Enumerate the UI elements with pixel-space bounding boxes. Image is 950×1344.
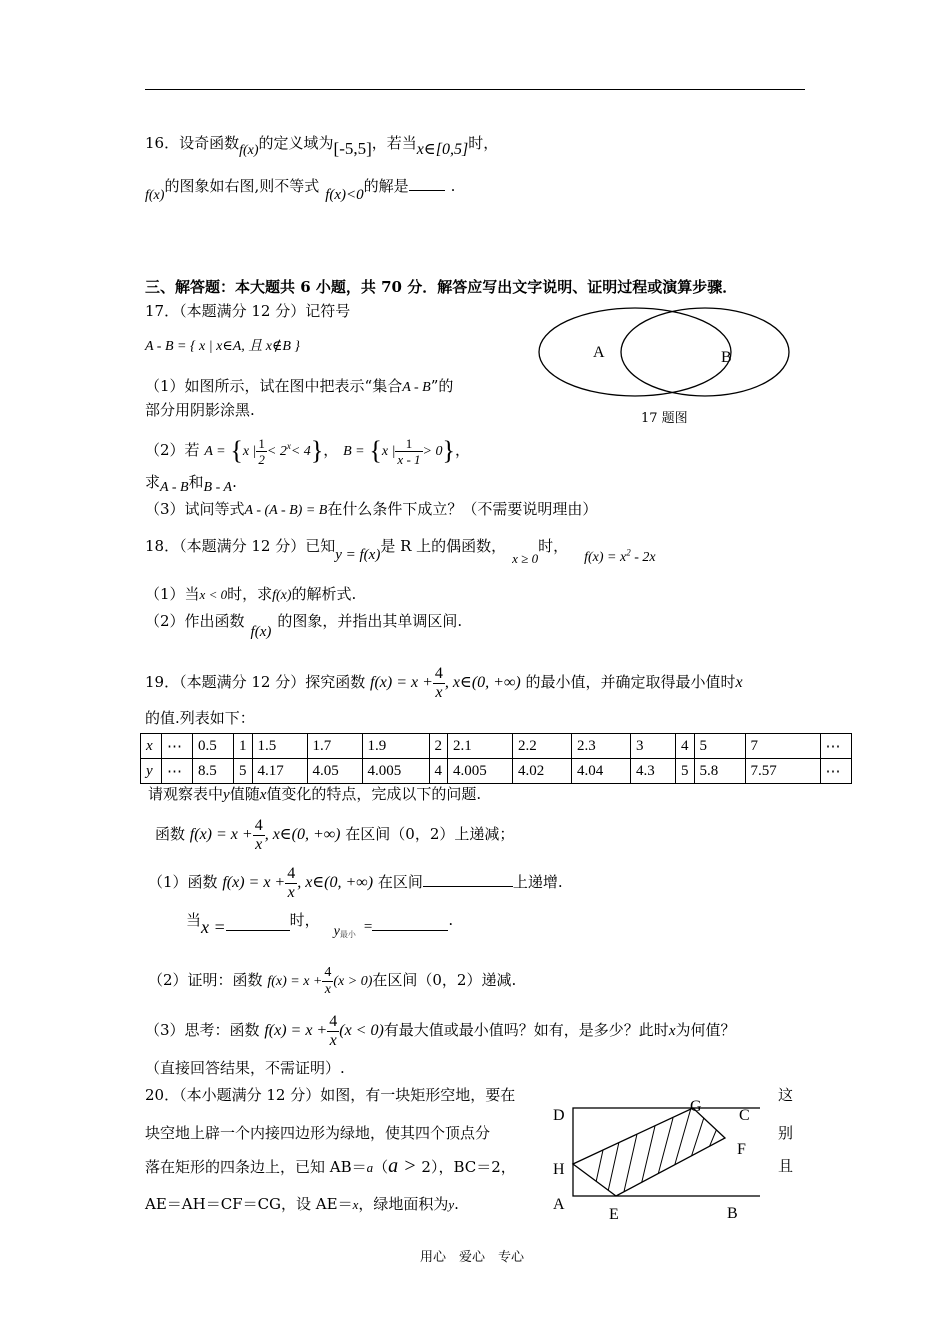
- fraction-numerator: 4: [254, 816, 263, 834]
- q17-exponent: x: [286, 441, 291, 451]
- q19-text: 值随: [229, 785, 260, 803]
- q16-line2: [145, 176, 455, 206]
- q20-var-a: a: [366, 1160, 374, 1175]
- table-y-cell: y: [141, 759, 162, 784]
- q19-ymin-sub: 最小: [339, 930, 356, 939]
- q17-set-diff: A - B: [160, 480, 189, 495]
- q18-text: （1）当: [145, 585, 200, 603]
- q17-text: （3）试问等式: [145, 500, 245, 518]
- table-y-cell: 4.17: [252, 759, 307, 784]
- table-y-cell: 7.57: [745, 759, 820, 784]
- q19-text: 当: [186, 911, 202, 929]
- vertex-h: H: [553, 1161, 565, 1178]
- q17-part1-cont: 部分用阴影涂黑.: [145, 401, 255, 419]
- q20-text: .: [454, 1195, 459, 1213]
- q19-domain: , x∈(0, +∞): [264, 826, 341, 843]
- venn-set-a: [539, 308, 731, 396]
- q17-set-A: A =: [204, 444, 226, 459]
- q16-domain: [-5,5]: [333, 139, 372, 158]
- q19-text: 的最小值，并确定取得最小值时: [525, 673, 736, 691]
- q19-part3: [145, 1008, 736, 1052]
- q19-fx-left: f(x) = x +: [264, 1022, 328, 1039]
- q19-fx-left: f(x) = x +: [222, 874, 286, 891]
- q19-part2: [148, 958, 516, 1002]
- table-x-cell: 2: [429, 734, 448, 759]
- q17-set-B-var: x |: [381, 444, 396, 459]
- q20-var-y: y: [448, 1197, 455, 1212]
- q17-b-fraction: [395, 436, 422, 467]
- header-rule: [145, 89, 805, 90]
- q18-text: 是 R 上的偶函数，: [380, 537, 507, 555]
- q20-text: 落在矩形的四条边上，已知 AB＝: [145, 1158, 367, 1176]
- brace-left: {: [230, 436, 243, 465]
- fraction-numerator: 1: [395, 436, 422, 452]
- q19-text: 在区间: [377, 873, 423, 891]
- hatching: [593, 1108, 723, 1196]
- fraction-denominator: x: [287, 883, 295, 901]
- table-x-cell: 1.9: [362, 734, 429, 759]
- q18-text: （2）作出函数: [145, 612, 245, 630]
- q19-x-blank: [226, 916, 290, 931]
- rectangle-figure: [545, 1094, 760, 1226]
- q19-var-y: y: [223, 787, 230, 803]
- table-y-cell: ⋯: [820, 759, 851, 784]
- q17-equation: A - (A - B) = B: [244, 503, 328, 518]
- q20-line3-end: 且: [778, 1157, 794, 1175]
- q19-condition: (x > 0): [333, 974, 373, 989]
- q18-part2: [145, 611, 462, 642]
- table-row-y: [141, 759, 852, 784]
- q19-part3-cont: （直接回答结果，不需证明）.: [145, 1059, 345, 1077]
- table-y-cell: ⋯: [162, 759, 193, 784]
- q19-fraction: [285, 865, 297, 902]
- q19-fraction: [327, 1013, 339, 1050]
- q18-fx: f(x): [272, 588, 292, 603]
- q20-line2-end: 别: [778, 1124, 794, 1142]
- q16-text: .: [450, 177, 456, 195]
- q18-formula: [584, 547, 656, 565]
- q19-eq: =: [363, 919, 373, 935]
- q18-text: 时，求: [227, 585, 273, 603]
- vertex-e: E: [609, 1206, 619, 1223]
- q17-text: ”的: [430, 377, 454, 395]
- table-y-cell: 4.005: [362, 759, 429, 784]
- q17-header: 17．（本题满分 12 分）记符号: [145, 302, 351, 320]
- q19-var-x: x: [735, 674, 743, 691]
- q16-cond: x∈[0,5]: [416, 141, 469, 158]
- q17-text: ，: [454, 441, 470, 459]
- venn-label-b: B: [721, 349, 732, 366]
- fraction-denominator: x: [329, 1031, 337, 1049]
- q19-x-eq: x =: [201, 917, 226, 937]
- page-footer: 用心 爱心 专心: [420, 1250, 525, 1265]
- brace-right: }: [442, 436, 455, 465]
- q19-var-x: x: [668, 1023, 676, 1039]
- q20-text: （: [373, 1158, 389, 1176]
- q17-text: 和: [188, 473, 204, 491]
- table-x-cell: 1: [234, 734, 253, 759]
- fraction-numerator: 4: [329, 1012, 338, 1030]
- table-x-cell: ⋯: [820, 734, 851, 759]
- q17-part2-ask: [145, 472, 237, 498]
- table-y-cell: 4.04: [572, 759, 631, 784]
- fraction-denominator: x - 1: [397, 451, 421, 467]
- q17-text: 求: [145, 473, 161, 491]
- q16-text: ，若当: [371, 134, 417, 152]
- q19-fraction: [322, 965, 333, 998]
- table-x-cell: 1.7: [307, 734, 362, 759]
- table-row-x: [141, 734, 852, 759]
- q20-cond: a >: [388, 1155, 417, 1177]
- q19-domain: , x∈(0, +∞): [297, 874, 374, 891]
- q19-decreasing: [155, 812, 514, 856]
- q17-definition: A - B = { x | x∈A, 且 x∉B }: [145, 339, 300, 354]
- q18-fx: f(x): [250, 624, 272, 640]
- q19-text: 有最大值或最小值吗？如有，是多少？此时: [383, 1021, 669, 1039]
- table-y-cell: 5: [676, 759, 695, 784]
- brace-left: {: [369, 436, 382, 465]
- q16-answer-blank: [409, 176, 445, 191]
- q17-set-A-var: x |: [242, 444, 257, 459]
- q19-text: （3）思考：函数: [145, 1021, 260, 1039]
- table-x-cell: 2.2: [513, 734, 572, 759]
- q17-text: .: [232, 473, 237, 491]
- table-y-cell: 4.3: [631, 759, 676, 784]
- q18-formula-lhs: f(x) = x: [584, 550, 627, 565]
- q19-text: （2）证明：函数: [148, 971, 263, 989]
- q18-formula-tail: - 2x: [630, 550, 656, 565]
- fraction-numerator: 4: [287, 864, 296, 882]
- q19-observe: [148, 784, 481, 805]
- q20-line1: 20．（本小题满分 12 分）如图，有一块矩形空地，要在: [145, 1086, 516, 1104]
- q18-exponent: 2: [626, 547, 631, 558]
- section-heading: 三、解答题：本大题共 6 小题，共 70 分．解答应写出文字说明、证明过程或演算步骤．: [145, 278, 738, 296]
- q19-fx-left: f(x) = x +: [267, 974, 323, 989]
- q19-fraction: [433, 665, 445, 702]
- q16-inequality: f(x)<0: [325, 187, 364, 203]
- q17-set-A-ineq: < 2: [266, 444, 287, 459]
- table-x-cell: 0.5: [193, 734, 234, 759]
- fraction-numerator: 4: [324, 964, 332, 980]
- value-table: [140, 733, 852, 784]
- q17-part1: [145, 376, 453, 398]
- rectangle-abcd: [573, 1108, 760, 1196]
- table-x-cell: ⋯: [162, 734, 193, 759]
- venn-label-a: A: [593, 344, 605, 361]
- q17-text: ，: [323, 441, 339, 459]
- q19-ymin: y: [333, 924, 340, 939]
- table-x-cell: 2.3: [572, 734, 631, 759]
- q19-fx-left: f(x) = x +: [370, 674, 433, 691]
- q18-text: 18．（本题满分 12 分）已知: [145, 537, 336, 555]
- venn-caption: 17 题图: [641, 411, 688, 426]
- q17-set-diff: A - B: [402, 380, 431, 395]
- vertex-d: D: [553, 1107, 565, 1124]
- table-x-cell: 3: [631, 734, 676, 759]
- vertex-b: B: [727, 1205, 738, 1222]
- fraction-numerator: 1: [258, 435, 265, 451]
- table-y-cell: 4.005: [448, 759, 513, 784]
- table-x-cell: 5: [694, 734, 745, 759]
- q18-cond: x ≥ 0: [512, 551, 539, 566]
- q19-text: 值变化的特点，完成以下的问题.: [266, 785, 482, 803]
- vertex-a: A: [553, 1196, 565, 1213]
- q19-domain: , x∈(0, +∞): [444, 674, 521, 691]
- q18-cond: x < 0: [199, 587, 228, 602]
- q17-set-B-ineq: > 0: [422, 444, 443, 459]
- q19-text: 函数: [155, 825, 186, 843]
- q16-text: 时，: [468, 134, 499, 152]
- vertex-c: C: [739, 1107, 750, 1124]
- q17-text: （1）如图所示，试在图中把表示“集合: [145, 377, 403, 395]
- q18-text: 的图象，并指出其单调区间.: [277, 612, 463, 630]
- q17-set-B: B =: [343, 444, 365, 459]
- q19-text: 为何值？: [675, 1021, 736, 1039]
- q16-text: 的解是: [363, 177, 409, 195]
- table-y-cell: 4.05: [307, 759, 362, 784]
- table-y-cell: 8.5: [193, 759, 234, 784]
- q16-fx: f(x): [239, 143, 259, 158]
- q17-text: （2）若: [145, 441, 200, 459]
- vertex-f: F: [737, 1141, 746, 1158]
- fraction-denominator: x: [255, 835, 263, 853]
- q17-part2: [145, 428, 470, 468]
- q19-text: 19．（本题满分 12 分）探究函数: [145, 673, 366, 691]
- q17-set-diff: B - A: [203, 480, 233, 495]
- q16-line1: [145, 133, 498, 161]
- q19-header: [145, 660, 743, 704]
- q19-part1-when: [186, 910, 453, 940]
- q19-text: 在区间（0，2）递减.: [372, 971, 517, 989]
- q19-var-x: x: [259, 787, 267, 803]
- venn-diagram: [535, 300, 797, 432]
- q20-line3: [145, 1156, 516, 1178]
- table-y-cell: 4.02: [513, 759, 572, 784]
- q20-text: 2），BC＝2，: [416, 1158, 516, 1176]
- fraction-denominator: x: [435, 683, 443, 701]
- table-y-cell: 5.8: [694, 759, 745, 784]
- q19-text: 时，: [289, 911, 320, 929]
- fraction-numerator: 4: [434, 664, 443, 682]
- fraction-denominator: 2: [258, 451, 265, 467]
- q16-text: 16．设奇函数: [145, 134, 240, 152]
- q19-fraction: [253, 817, 265, 854]
- vertex-g: G: [690, 1098, 702, 1115]
- q19-fx-left: f(x) = x +: [189, 826, 253, 843]
- q18-part1: [145, 584, 356, 606]
- q19-interval-blank: [423, 872, 513, 887]
- q17-set-A-bound: < 4: [290, 444, 311, 459]
- table-y-cell: 4: [429, 759, 448, 784]
- q18-func: y = f(x): [335, 547, 381, 563]
- table-y-cell: 5: [234, 759, 253, 784]
- q18-text: 时，: [538, 537, 569, 555]
- q17-half-fraction: [256, 436, 267, 467]
- q19-condition: (x < 0): [339, 1022, 384, 1039]
- q16-fx: f(x): [145, 188, 165, 203]
- table-x-cell: 4: [676, 734, 695, 759]
- q16-text: 的图象如右图,则不等式: [164, 177, 320, 195]
- q17-text: 在什么条件下成立？（不需要说明理由）: [327, 500, 598, 518]
- brace-right: }: [310, 436, 324, 465]
- fraction-denominator: x: [324, 981, 331, 997]
- q19-text: 在区间（0，2）上递减；: [345, 825, 515, 843]
- table-x-cell: 1.5: [252, 734, 307, 759]
- table-x-cell: x: [141, 734, 162, 759]
- table-x-cell: 2.1: [448, 734, 513, 759]
- table-x-cell: 7: [745, 734, 820, 759]
- q19-part1: [148, 860, 563, 904]
- q20-line4: [145, 1194, 459, 1215]
- q20-var-x: x: [352, 1197, 359, 1212]
- q20-line1-end: 这: [778, 1086, 794, 1104]
- q16-text: 的定义域为: [258, 134, 334, 152]
- q18-header: [145, 536, 656, 569]
- q20-line2: 块空地上辟一个内接四边形为绿地，使其四个顶点分: [145, 1124, 491, 1142]
- q19-text: 上递增.: [512, 873, 563, 891]
- q17-part3: [145, 499, 597, 521]
- q19-text: .: [448, 911, 454, 929]
- q20-text: ，绿地面积为: [358, 1195, 449, 1213]
- q19-ymin-blank: [372, 916, 448, 931]
- q18-text: 的解析式.: [291, 585, 357, 603]
- q19-text: 请观察表中: [148, 785, 224, 803]
- q19-header-cont: 的值.列表如下：: [145, 709, 255, 727]
- q20-text: AE＝AH＝CF＝CG，设 AE＝: [145, 1195, 353, 1213]
- q19-text: （1）函数: [148, 873, 218, 891]
